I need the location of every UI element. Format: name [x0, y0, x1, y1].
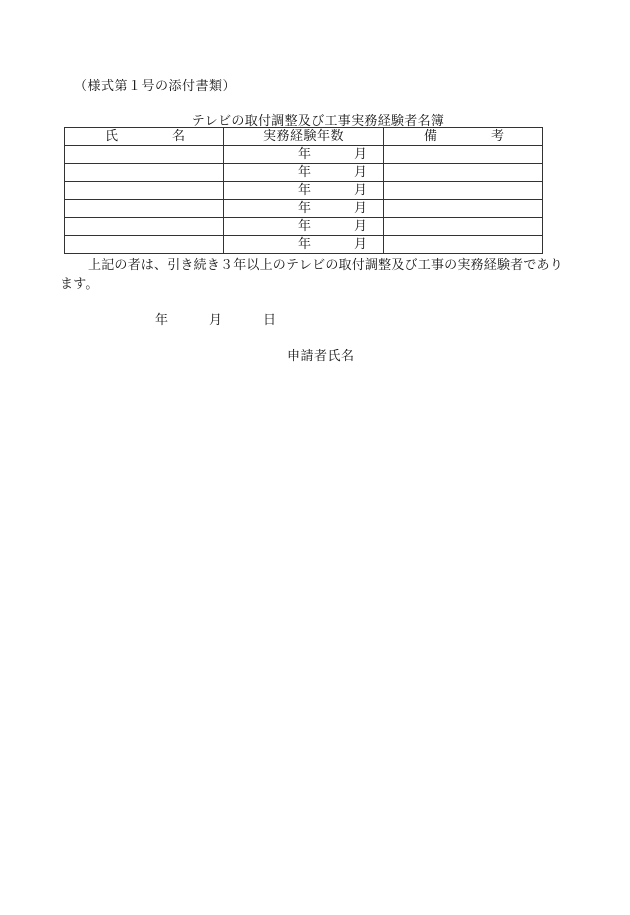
name-cell[interactable] [65, 236, 224, 254]
month-unit: 月 [354, 147, 368, 162]
remarks-cell[interactable] [384, 218, 543, 236]
month-unit: 月 [354, 201, 368, 216]
header-remarks [384, 128, 543, 146]
date-year[interactable]: 年 [155, 313, 169, 328]
year-unit: 年 [298, 219, 312, 234]
name-cell[interactable] [65, 200, 224, 218]
remarks-cell[interactable] [384, 164, 543, 182]
header-name [65, 128, 224, 146]
name-cell[interactable] [65, 218, 224, 236]
month-unit: 月 [354, 219, 368, 234]
month-unit: 月 [354, 183, 368, 198]
years-cell[interactable] [224, 200, 384, 218]
remarks-cell[interactable] [384, 182, 543, 200]
table-row [65, 200, 543, 218]
date-month[interactable]: 月 [209, 313, 223, 328]
document-title: テレビの取付調整及び工事実務経験者名簿 [191, 114, 445, 129]
year-unit: 年 [298, 201, 312, 216]
years-cell[interactable] [224, 146, 384, 164]
month-unit: 月 [354, 237, 368, 252]
name-cell[interactable] [65, 146, 224, 164]
statement-line-2: ます。 [60, 277, 99, 292]
name-cell[interactable] [65, 182, 224, 200]
statement-line-1: 上記の者は、引き続き３年以上のテレビの取付調整及び工事の実務経験者であり [88, 258, 563, 273]
remarks-cell[interactable] [384, 146, 543, 164]
header-remarks-char-2: 考 [490, 129, 504, 144]
table-row [65, 146, 543, 164]
table-row [65, 182, 543, 200]
header-years: 実務経験年数 [224, 128, 384, 146]
remarks-cell[interactable] [384, 200, 543, 218]
year-unit: 年 [298, 237, 312, 252]
years-cell[interactable] [224, 236, 384, 254]
year-unit: 年 [298, 183, 312, 198]
table-row [65, 236, 543, 254]
year-unit: 年 [298, 165, 312, 180]
name-cell[interactable] [65, 164, 224, 182]
header-name-char-1: 氏 [105, 129, 119, 144]
remarks-cell[interactable] [384, 236, 543, 254]
table-row [65, 164, 543, 182]
years-cell[interactable] [224, 164, 384, 182]
experience-roster-table [64, 127, 543, 254]
years-cell[interactable] [224, 182, 384, 200]
header-remarks-char-1: 備 [424, 129, 438, 144]
date-day[interactable]: 日 [263, 313, 277, 328]
header-name-char-2: 名 [171, 129, 185, 144]
table-row [65, 218, 543, 236]
certification-statement [60, 256, 564, 294]
month-unit: 月 [354, 165, 368, 180]
applicant-name-label: 申請者氏名 [287, 349, 355, 364]
years-cell[interactable] [224, 218, 384, 236]
year-unit: 年 [298, 147, 312, 162]
table-header-row [65, 128, 543, 146]
form-reference: （様式第１号の添付書類） [74, 79, 237, 94]
